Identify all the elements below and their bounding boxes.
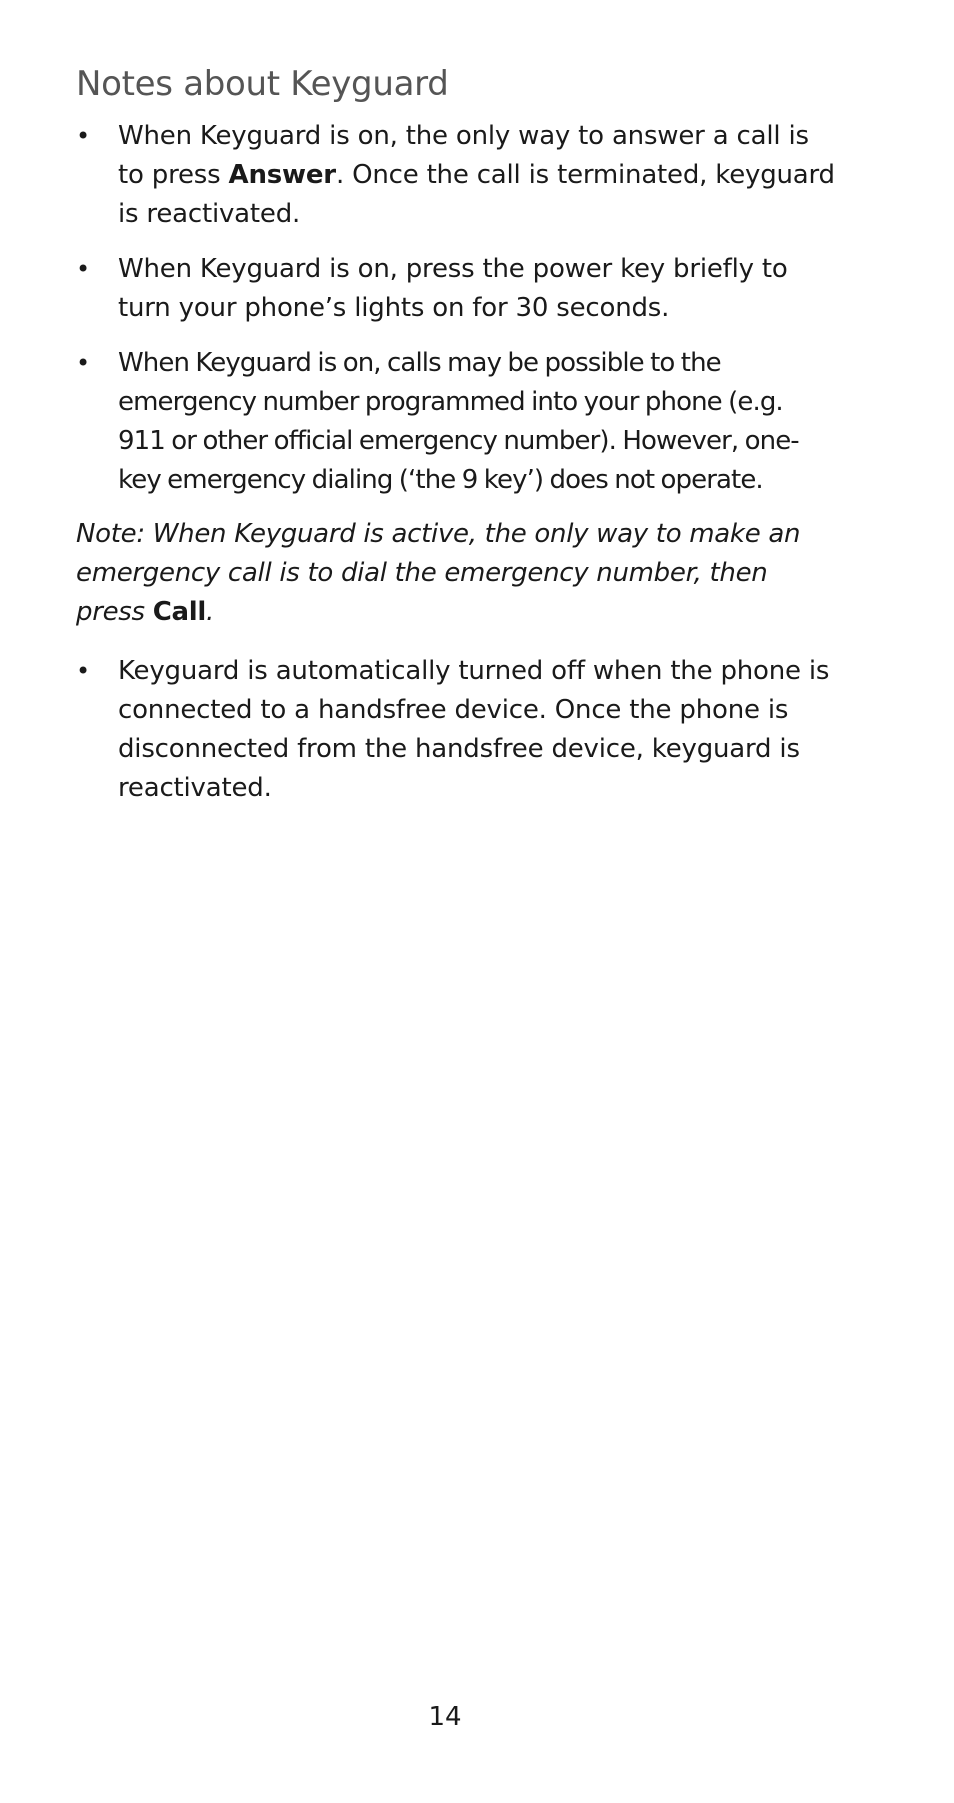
bullet-item-answer-call (76, 117, 836, 234)
bullet-item-handsfree (76, 652, 836, 808)
page-number: 14 (428, 1702, 462, 1732)
bullet-item-emergency (76, 344, 836, 500)
note-text-part: Note: When Keyguard is active, the only way to make an emergency call is to dial the emergency number, then press (76, 519, 801, 627)
note-text (76, 515, 836, 632)
bullet-text-part: When Keyguard is on, the only way to answer a call is to press (118, 121, 809, 190)
answer-key-label: Answer (228, 160, 336, 190)
bullet-item-text: When Keyguard is on, press the power key briefly to turn your phone’s lights on for 30 seconds. (118, 254, 788, 323)
bullet-text-part: . Once the call is terminated, keyguard is reactivated. (118, 160, 835, 229)
bullet-item-text: Keyguard is automatically turned off when the phone is connected to a handsfree device. Once the phone is disconnected from the handsfree device, keyguard is reactivated. (118, 656, 830, 803)
bullet-icon: • (76, 657, 91, 685)
bullet-item-lights (76, 250, 836, 328)
note-text-part: . (206, 597, 214, 627)
bullet-item-text (118, 117, 836, 234)
section-heading: Notes about Keyguard (76, 64, 449, 104)
bullet-icon: • (76, 255, 91, 283)
bullet-icon: • (76, 349, 91, 377)
bullet-icon: • (76, 122, 91, 150)
call-key-label: Call (152, 597, 207, 627)
bullet-item-text: When Keyguard is on, calls may be possible to the emergency number programmed into your phone (e.g. 911 or other official emergency number). However, one-key emergency dialing (‘the 9 key’) does not operate. (118, 348, 799, 495)
